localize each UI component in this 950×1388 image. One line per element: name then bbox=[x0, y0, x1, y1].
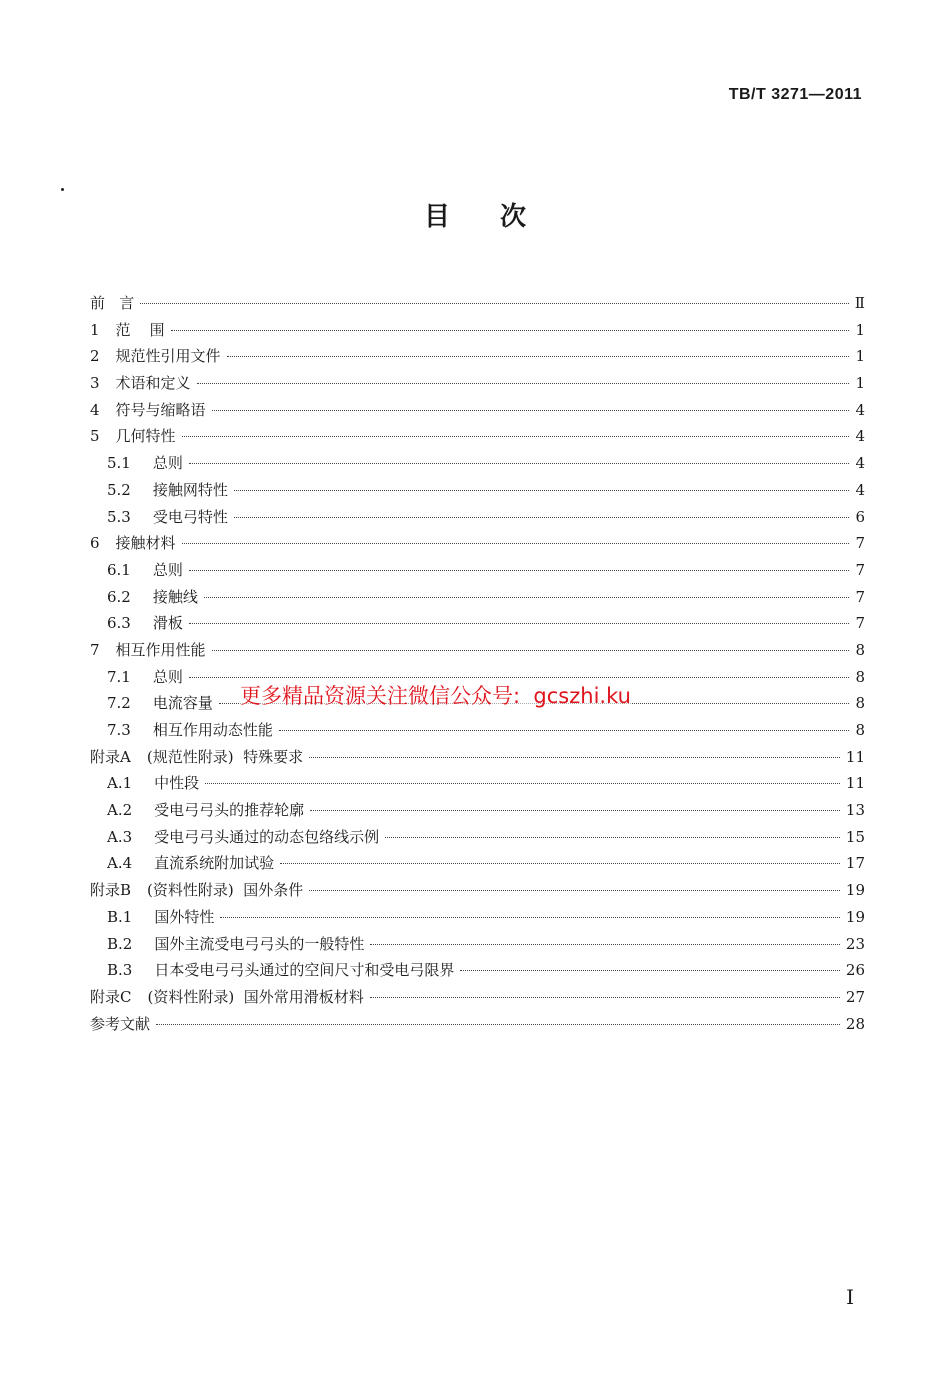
toc-entry-number: 6.2 bbox=[107, 587, 131, 606]
toc-entry-page: 4 bbox=[855, 400, 865, 419]
toc-entry[interactable] bbox=[90, 290, 865, 317]
toc-entry-page: 19 bbox=[845, 907, 865, 926]
toc-entry[interactable] bbox=[90, 770, 865, 797]
toc-entry-number: 1 bbox=[90, 320, 100, 339]
dot-leader bbox=[189, 623, 849, 624]
toc-entry[interactable] bbox=[90, 530, 865, 557]
dot-leader bbox=[370, 944, 840, 945]
toc-entry-page: Ⅱ bbox=[854, 294, 865, 312]
toc-entry-page: 11 bbox=[845, 774, 865, 793]
toc-entry-number: 7.1 bbox=[107, 667, 131, 686]
toc-entry-label: 中性段 bbox=[154, 774, 200, 793]
toc-entry-page: 1 bbox=[855, 374, 865, 393]
toc-entry-page: 28 bbox=[845, 1014, 865, 1033]
toc-entry-page: 27 bbox=[845, 987, 865, 1006]
toc-entry-number: 3 bbox=[90, 374, 100, 393]
toc-entry-label: 国外主流受电弓弓头的一般特性 bbox=[154, 934, 365, 953]
toc-entry-label: 日本受电弓弓头通过的空间尺寸和受电弓限界 bbox=[154, 961, 455, 980]
toc-entry-number: 附录B bbox=[90, 881, 132, 900]
dot-leader bbox=[204, 597, 849, 598]
toc-entry[interactable] bbox=[90, 824, 865, 851]
dot-leader bbox=[171, 330, 849, 331]
toc-entry-number: A.3 bbox=[107, 827, 133, 846]
dot-leader bbox=[309, 890, 840, 891]
dot-leader bbox=[385, 837, 840, 838]
toc-entry-label: 国外特性 bbox=[154, 907, 215, 926]
toc-entry-page: 7 bbox=[855, 614, 865, 633]
dot-leader bbox=[212, 650, 849, 651]
toc-entry[interactable] bbox=[90, 931, 865, 958]
toc-entry-label: 相互作用动态性能 bbox=[152, 721, 273, 739]
title-char-1: 目 bbox=[423, 202, 450, 232]
dot-leader bbox=[234, 490, 849, 491]
toc-entry-label: 总则 bbox=[152, 667, 183, 686]
toc-entry-page: 23 bbox=[845, 934, 865, 953]
toc-entry[interactable] bbox=[90, 610, 865, 637]
toc-entry[interactable] bbox=[90, 637, 865, 664]
toc-entry-number: B.3 bbox=[107, 961, 133, 980]
dot-leader bbox=[189, 570, 849, 571]
dot-leader bbox=[182, 543, 849, 544]
toc-entry[interactable] bbox=[90, 984, 865, 1011]
toc-entry-label: (规范性附录) 特殊要求 bbox=[146, 747, 304, 766]
toc-entry-page: 7 bbox=[855, 587, 865, 606]
footer-page-number: I bbox=[846, 1285, 854, 1309]
toc-entry-page: 8 bbox=[855, 640, 865, 659]
toc-entry-page: 8 bbox=[855, 694, 865, 713]
toc-entry-label: 总则 bbox=[152, 560, 183, 579]
dot-leader bbox=[370, 997, 840, 998]
toc-entry-number: 6 bbox=[90, 534, 100, 553]
toc-entry[interactable] bbox=[90, 317, 865, 344]
toc-entry-number: 7.3 bbox=[107, 721, 131, 739]
toc-entry[interactable] bbox=[90, 450, 865, 477]
toc-entry-number: 附录C bbox=[90, 987, 132, 1006]
dot-leader bbox=[279, 730, 849, 731]
toc-entry-label: 术语和定义 bbox=[115, 374, 191, 393]
toc-entry-number: A.1 bbox=[107, 774, 133, 793]
dot-leader bbox=[189, 677, 849, 678]
toc-entry[interactable] bbox=[90, 904, 865, 931]
toc-entry-page: 7 bbox=[855, 560, 865, 579]
toc-entry-label: 受电弓弓头的推荐轮廓 bbox=[154, 801, 305, 820]
toc-entry-page: 15 bbox=[845, 827, 865, 846]
toc-entry-label: 接触材料 bbox=[115, 534, 176, 553]
table-of-contents bbox=[90, 290, 865, 1037]
toc-entry-page: 19 bbox=[845, 881, 865, 900]
dot-leader bbox=[212, 410, 849, 411]
toc-entry-page: 11 bbox=[845, 747, 865, 766]
toc-entry[interactable] bbox=[90, 370, 865, 397]
toc-entry-label: 直流系统附加试验 bbox=[154, 854, 275, 873]
dot-leader bbox=[156, 1024, 840, 1025]
toc-entry[interactable] bbox=[90, 1011, 865, 1038]
toc-entry-number: 4 bbox=[90, 400, 100, 419]
toc-entry[interactable] bbox=[90, 584, 865, 611]
toc-entry-label: 总则 bbox=[152, 454, 183, 473]
toc-entry-label: 规范性引用文件 bbox=[115, 347, 221, 366]
toc-entry-number: 前 言 bbox=[90, 294, 135, 312]
toc-entry-number: 7 bbox=[90, 640, 100, 659]
toc-entry-number: 6.1 bbox=[107, 560, 131, 579]
toc-entry-label: 受电弓弓头通过的动态包络线示例 bbox=[154, 827, 380, 846]
toc-entry-number: A.2 bbox=[107, 801, 133, 820]
toc-entry[interactable] bbox=[90, 504, 865, 531]
dot-leader bbox=[182, 436, 849, 437]
toc-entry-page: 4 bbox=[855, 427, 865, 446]
dot-leader bbox=[189, 463, 849, 464]
toc-entry[interactable] bbox=[90, 717, 865, 744]
toc-entry-label: 受电弓特性 bbox=[152, 507, 228, 526]
toc-entry-page: 8 bbox=[855, 721, 865, 739]
toc-entry[interactable] bbox=[90, 557, 865, 584]
standard-code: TB/T 3271—2011 bbox=[728, 86, 862, 103]
toc-entry-page: 13 bbox=[845, 801, 865, 820]
toc-entry-number: B.1 bbox=[107, 907, 133, 926]
toc-entry-label: (资料性附录) 国外常用滑板材料 bbox=[147, 987, 364, 1006]
toc-entry[interactable] bbox=[90, 877, 865, 904]
toc-entry-label: 符号与缩略语 bbox=[115, 400, 206, 419]
toc-entry-page: 26 bbox=[845, 961, 865, 980]
dot-leader bbox=[310, 810, 840, 811]
stray-dot bbox=[61, 188, 64, 191]
toc-entry-label: 相互作用性能 bbox=[115, 640, 206, 659]
toc-entry-number: 5.2 bbox=[107, 480, 131, 499]
toc-entry-number: 6.3 bbox=[107, 614, 131, 633]
dot-leader bbox=[227, 356, 849, 357]
toc-entry-number: B.2 bbox=[107, 934, 133, 953]
toc-entry-label: (资料性附录) 国外条件 bbox=[147, 881, 304, 900]
toc-entry-label: 电流容量 bbox=[152, 694, 213, 713]
toc-entry-page: 6 bbox=[855, 507, 865, 526]
dot-leader bbox=[140, 303, 848, 304]
toc-entry-label: 接触线 bbox=[152, 587, 198, 606]
toc-entry-label: 接触网特性 bbox=[152, 480, 228, 499]
toc-entry-number: 2 bbox=[90, 347, 100, 366]
toc-entry-page: 7 bbox=[855, 534, 865, 553]
toc-entry[interactable] bbox=[90, 850, 865, 877]
dot-leader bbox=[197, 383, 849, 384]
toc-entry-label: 范 围 bbox=[115, 320, 165, 339]
toc-entry-number: 5 bbox=[90, 427, 100, 446]
toc-entry-page: 4 bbox=[855, 454, 865, 473]
toc-entry[interactable] bbox=[90, 423, 865, 450]
dot-leader bbox=[309, 757, 840, 758]
toc-entry[interactable] bbox=[90, 744, 865, 771]
title-char-2: 次 bbox=[500, 202, 527, 232]
toc-entry-label: 几何特性 bbox=[115, 427, 176, 446]
toc-entry-number: 7.2 bbox=[107, 694, 131, 713]
toc-entry-page: 8 bbox=[855, 667, 865, 686]
dot-leader bbox=[280, 863, 840, 864]
toc-entry-page: 1 bbox=[855, 320, 865, 339]
dot-leader bbox=[220, 917, 840, 918]
toc-entry-number: 参考文献 bbox=[90, 1014, 151, 1033]
toc-entry-page: 4 bbox=[855, 480, 865, 499]
toc-entry-number: 5.1 bbox=[107, 454, 131, 473]
toc-entry-page: 17 bbox=[845, 854, 865, 873]
toc-entry[interactable] bbox=[90, 797, 865, 824]
toc-entry[interactable] bbox=[90, 957, 865, 984]
dot-leader bbox=[234, 517, 849, 518]
toc-entry-page: 1 bbox=[855, 347, 865, 366]
dot-leader bbox=[460, 970, 840, 971]
toc-entry[interactable] bbox=[90, 343, 865, 370]
toc-entry[interactable] bbox=[90, 397, 865, 424]
toc-entry-number: A.4 bbox=[107, 854, 133, 873]
dot-leader bbox=[205, 783, 840, 784]
toc-entry-label: 滑板 bbox=[152, 614, 183, 633]
toc-entry-number: 附录A bbox=[90, 747, 131, 766]
watermark: 更多精品资源关注微信公众号: gcszhi.ku bbox=[240, 680, 631, 710]
toc-entry-number: 5.3 bbox=[107, 507, 131, 526]
page-title bbox=[0, 196, 950, 233]
toc-entry[interactable] bbox=[90, 477, 865, 504]
